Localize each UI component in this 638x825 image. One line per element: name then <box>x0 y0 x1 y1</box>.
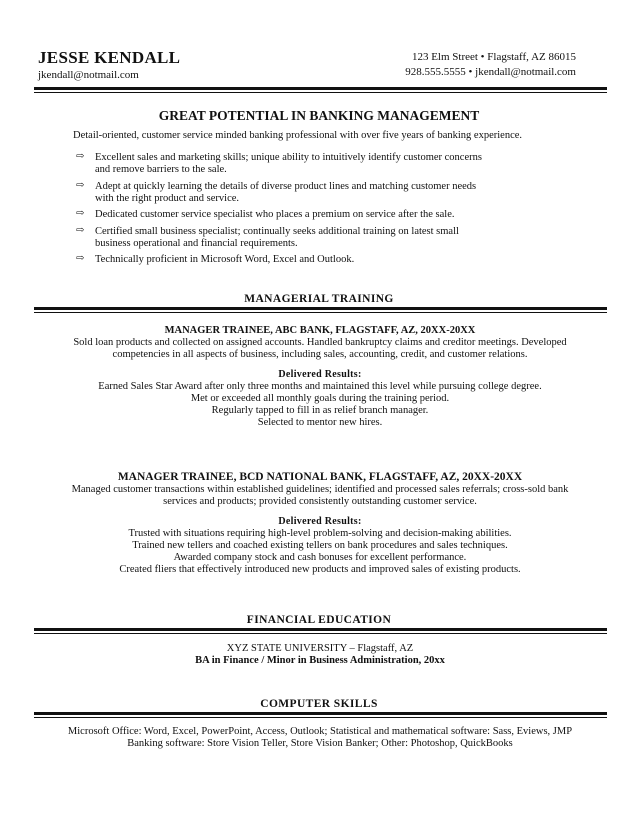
summary: Detail-oriented, customer service minded banking professional with over five years of banking experience. <box>73 130 523 141</box>
result-item: Created fliers that effectively introduced new products and improved sales of existing products. <box>119 563 521 575</box>
section-divider <box>34 307 607 310</box>
section-divider-thin <box>34 312 607 313</box>
result-item: Awarded company stock and cash bonuses for excellent performance. <box>173 551 467 563</box>
arrow-bullet-icon: ⇨ <box>76 208 85 219</box>
skills-line: Microsoft Office: Word, Excel, PowerPoint, Access, Outlook; Statistical and mathematical software: Sass, Eviews, JMP <box>67 726 573 737</box>
list-item: ⇨ Adept at quickly learning the details of diverse product lines and matching customer needs with the right product and service. <box>76 179 477 204</box>
results-heading: Delivered Results: <box>278 369 362 381</box>
job-title: MANAGER TRAINEE, ABC BANK, FLAGSTAFF, AZ, 20XX-20XX <box>164 325 476 336</box>
list-item: ⇨ Dedicated customer service specialist who places a premium on service after the sale. <box>76 208 455 220</box>
school-name: XYZ STATE UNIVERSITY – Flagstaff, AZ <box>226 643 414 654</box>
list-item: ⇨ Technically proficient in Microsoft Word, Excel and Outlook. <box>76 253 355 265</box>
result-item: Trusted with situations requiring high-level problem-solving and decision-making abilities. <box>128 528 512 540</box>
section-divider-thin <box>34 633 607 634</box>
section-divider-thin <box>34 717 607 718</box>
job-entry-abc-bank <box>30 325 610 428</box>
section-heading-skills: COMPUTER SKILLS <box>260 698 378 710</box>
arrow-bullet-icon: ⇨ <box>76 151 85 162</box>
result-item: Regularly tapped to fill in as relief branch manager. <box>211 404 429 416</box>
result-item: Trained new tellers and coached existing tellers on bank procedures and sales techniques. <box>132 539 508 551</box>
result-item: Earned Sales Star Award after only three months and maintained this level while pursuing college degree. <box>98 381 542 393</box>
skills-line: Banking software: Store Vision Teller, Store Vision Banker; Other: Photoshop, QuickBooks <box>127 737 513 749</box>
section-divider <box>34 628 607 631</box>
job-entry-bcd-bank <box>30 472 610 575</box>
result-item: Selected to mentor new hires. <box>257 416 383 428</box>
candidate-name: JESSE KENDALL <box>38 48 181 67</box>
candidate-address: 123 Elm Street • Flagstaff, AZ 86015 <box>411 51 576 63</box>
job-title: MANAGER TRAINEE, BCD NATIONAL BANK, FLAGSTAFF, AZ, 20XX-20XX <box>117 471 523 483</box>
degree: BA in Finance / Minor in Business Administration, 20xx <box>195 654 445 666</box>
results-heading: Delivered Results: <box>278 516 362 528</box>
job-description: competencies in all aspects of business, including sales, accounting, credit, and customer relations. <box>112 348 528 360</box>
arrow-bullet-icon: ⇨ <box>76 253 85 264</box>
section-divider <box>34 712 607 715</box>
job-description: Managed customer transactions within established guidelines; identified and processed sales referrals; cross-sold bank <box>71 483 569 495</box>
arrow-bullet-icon: ⇨ <box>76 224 85 236</box>
header-divider-thin <box>34 92 607 93</box>
result-item: Met or exceeded all monthly goals during the training period. <box>190 392 450 404</box>
headline: GREAT POTENTIAL IN BANKING MANAGEMENT <box>158 108 480 123</box>
section-heading-training: MANAGERIAL TRAINING <box>244 293 394 305</box>
arrow-bullet-icon: ⇨ <box>76 179 85 191</box>
candidate-email: jkendall@notmail.com <box>38 69 139 81</box>
header-divider <box>34 87 607 90</box>
list-item: ⇨ Excellent sales and marketing skills; unique ability to intuitively identify customer concerns and remove barriers to the sale. <box>76 151 482 175</box>
qualification-bullets <box>76 152 482 271</box>
skills-entry <box>30 726 610 750</box>
education-entry <box>30 643 610 667</box>
job-description: services and products; provided consistently outstanding customer service. <box>163 495 477 507</box>
job-description: Sold loan products and collected on assigned accounts. Handled bankruptcy claims and creditor meetings. Developed <box>73 336 567 348</box>
list-item: ⇨ Certified small business specialist; continually seeks additional training on latest small business operational and financial requirements. <box>76 224 459 249</box>
section-heading-education: FINANCIAL EDUCATION <box>246 614 392 626</box>
candidate-phone-email: 928.555.5555 • jkendall@notmail.com <box>405 66 576 78</box>
